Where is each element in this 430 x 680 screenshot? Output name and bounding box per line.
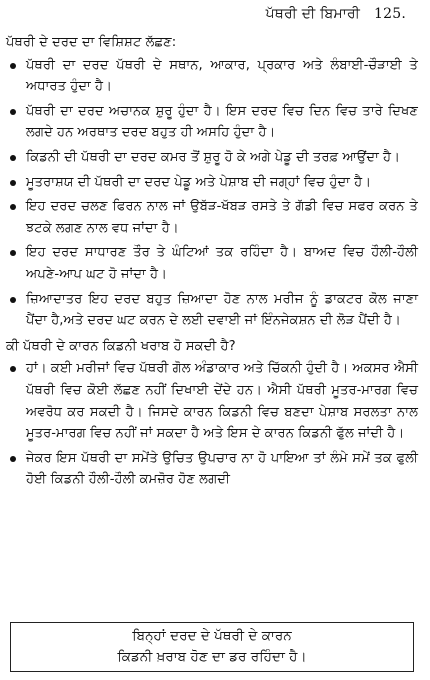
list-item-text: ਇਹ ਦਰਦ ਚਲਣ ਫਿਰਨ ਨਾਲ ਜਾਂ ਉਬੱੜ-ਖੱਬੜ ਰਸਤੇ ਤੇ ਗੱਡੀ ਵਿਚ ਸਫਰ ਕਰਨ ਤੇ ਝਟਕੇ ਲਗਣ ਨਾਲ ਵਧ ਜਾਂਦਾ ਹੈ।: [26, 199, 418, 236]
chapter-title: ਪੱਥਰੀ ਦੀ ਬਿਮਾਰੀ: [265, 6, 361, 22]
bullet-icon: [10, 180, 16, 186]
symptoms-list: [6, 55, 418, 332]
callout-line-2: ਕਿਡਨੀ ਖ਼ਰਾਬ ਹੋਣ ਦਾ ਡਰ ਰਹਿੰਦਾ ਹੈ।: [117, 649, 307, 665]
list-item: [6, 242, 418, 285]
list-item-text: ਇਹ ਦਰਦ ਸਾਧਾਰਣ ਤੌਰ ਤੇ ਘੰਟਿਆਂ ਤਕ ਰਹਿੰਦਾ ਹੈ। ਬਾਅਦ ਵਿਚ ਹੌਲੀ-ਹੌਲੀ ਅਪਣੇ-ਆਪ ਘਟ ਹੋ ਜਾਂਦਾ ਹੈ।: [26, 245, 418, 282]
bullet-icon: [10, 109, 16, 115]
list-item-text: ਹਾਂ। ਕਈ ਮਰੀਜਾਂ ਵਿਚ ਪੱਥਰੀ ਗੋਲ ਅੰਡਾਕਾਰ ਅਤੇ ਚਿੱਕਨੀ ਹੁੰਦੀ ਹੈ। ਅਕਸਰ ਐਸੀ ਪੱਥਰੀ ਵਿਚ ਕੋਈ ਲੱਛਣ ਨਹੀਂ ਦਿਖਾਈ ਦੇਂਦੇ ਹਨ। ਐਸੀ ਪੱਥਰੀ ਮੂਤਰ-ਮਾਰਗ ਵਿਚ ਅਵਰੋਧ ਕਰ ਸਕਦੀ ਹੈ। ਜਿਸਦੇ ਕਾਰਨ ਕਿਡਨੀ ਵਿਚ ਬਣਦਾ ਪੇਸ਼ਾਬ ਸਰਲਤਾ ਨਾਲ ਮੂਤਰ-ਮਾਰਗ ਵਿਚ ਨਹੀਂ ਜਾਂ ਸਕਦਾ ਹੈ ਅਤੇ ਇਸ ਦੇ ਕਾਰਨ ਕਿਡਨੀ ਫੁੱਲ ਜਾਂਦੀ ਹੈ।: [26, 361, 418, 442]
list-item-text: ਜੇਕਰ ਇਸ ਪੱਥਰੀ ਦਾ ਸਮੇਂਤੇ ਉਚਿਤ ਉਪਚਾਰ ਨਾ ਹੋ ਪਾਇਆ ਤਾਂ ਲੰਮੇ ਸਮੇਂ ਤਕ ਫੁਲੀ ਹੋਈ ਕਿਡਨੀ ਹੌਲੀ-ਹੌਲੀ ਕਮਜ਼ੋਰ ਹੋਣ ਲਗਦੀ: [26, 450, 418, 488]
list-item: [6, 101, 418, 144]
list-item-text: ਮੂਤਰਾਸ਼ਯ ਦੀ ਪੱਥਰੀ ਦਾ ਦਰਦ ਪੇਡੂ ਅਤੇ ਪੇਸ਼ਾਬ ਦੀ ਜਗ੍ਹਾਂ ਵਿਚ ਹੁੰਦਾ ਹੈ।: [26, 174, 372, 190]
list-item: [6, 196, 418, 239]
page-number: 125.: [374, 6, 406, 22]
page-body: [6, 32, 418, 495]
bullet-icon: [10, 155, 16, 161]
list-item-text: ਪੱਥਰੀ ਦਾ ਦਰਦ ਪੱਥਰੀ ਦੇ ਸਥਾਨ, ਆਕਾਰ, ਪ੍ਰਕਾਰ ਅਤੇ ਲੰਬਾਈ-ਚੌੜਾਈ ਤੇ ਅਧਾਰਤ ਹੁੰਦਾ ਹੈ।: [26, 57, 418, 95]
kidney-damage-list: [6, 358, 418, 491]
bullet-icon: [10, 297, 16, 303]
list-item: [6, 448, 418, 491]
list-item-text: ਜ਼ਿਆਦਾਤਰ ਇਹ ਦਰਦ ਬਹੁਤ ਜ਼ਿਆਦਾ ਹੋਣ ਨਾਲ ਮਰੀਜ ਨੂੰ ਡਾਕਟਰ ਕੋਲ ਜਾਣਾ ਪੈਂਦਾ ਹੈ,ਅਤੇ ਦਰਦ ਘਟ ਕਰਨ ਦੇ ਲਈ ਦਵਾਈ ਜਾਂ ਇੰਨਜੇਕਸ਼ਨ ਦੀ ਲੋੜ ਪੈਂਦੀ ਹੈ।: [26, 291, 418, 329]
bullet-icon: [10, 366, 16, 372]
bullet-icon: [10, 204, 16, 210]
bullet-icon: [10, 63, 16, 69]
list-item-text: ਪੱਥਰੀ ਦਾ ਦਰਦ ਅਚਾਨਕ ਸ਼ੁਰੂ ਹੁੰਦਾ ਹੈ। ਇਸ ਦਰਦ ਵਿਚ ਦਿਨ ਵਿਚ ਤਾਰੇ ਦਿਖਣ ਲਗਦੇ ਹਨ ਅਰਥਾਤ ਦਰਦ ਬਹੁਤ ਹੀ ਅਸਹਿ ਹੁੰਦਾ ਹੈ।: [26, 103, 418, 141]
list-item: [6, 147, 418, 169]
section-heading-symptoms: ਪੱਥਰੀ ਦੇ ਦਰਦ ਦਾ ਵਿਸ਼ਿਸ਼ਟ ਲੱਛਣ:: [6, 35, 177, 50]
list-item: [6, 172, 418, 194]
running-header: [266, 6, 406, 22]
bullet-icon: [10, 456, 16, 462]
list-item-text: ਕਿਡਨੀ ਦੀ ਪੱਥਰੀ ਦਾ ਦਰਦ ਕਮਰ ਤੋਂ ਸ਼ੁਰੂ ਹੋ ਕੇ ਅਗੇ ਪੇਡੂ ਦੀ ਤਰਫ਼ ਆਉਂਦਾ ਹੈ।: [26, 149, 401, 165]
list-item: [6, 289, 418, 332]
callout-box: [10, 622, 414, 672]
section-heading-kidney-damage: ਕੀ ਪੱਥਰੀ ਦੇ ਕਾਰਨ ਕਿਡਨੀ ਖਰਾਬ ਹੋ ਸਕਦੀ ਹੈ?: [6, 338, 236, 354]
list-item: [6, 358, 418, 444]
callout-line-1: ਬਿਨ੍ਹਾਂ ਦਰਦ ਦੇ ਪੱਥਰੀ ਦੇ ਕਾਰਨ: [132, 628, 292, 644]
list-item: [6, 55, 418, 98]
bullet-icon: [10, 250, 16, 256]
